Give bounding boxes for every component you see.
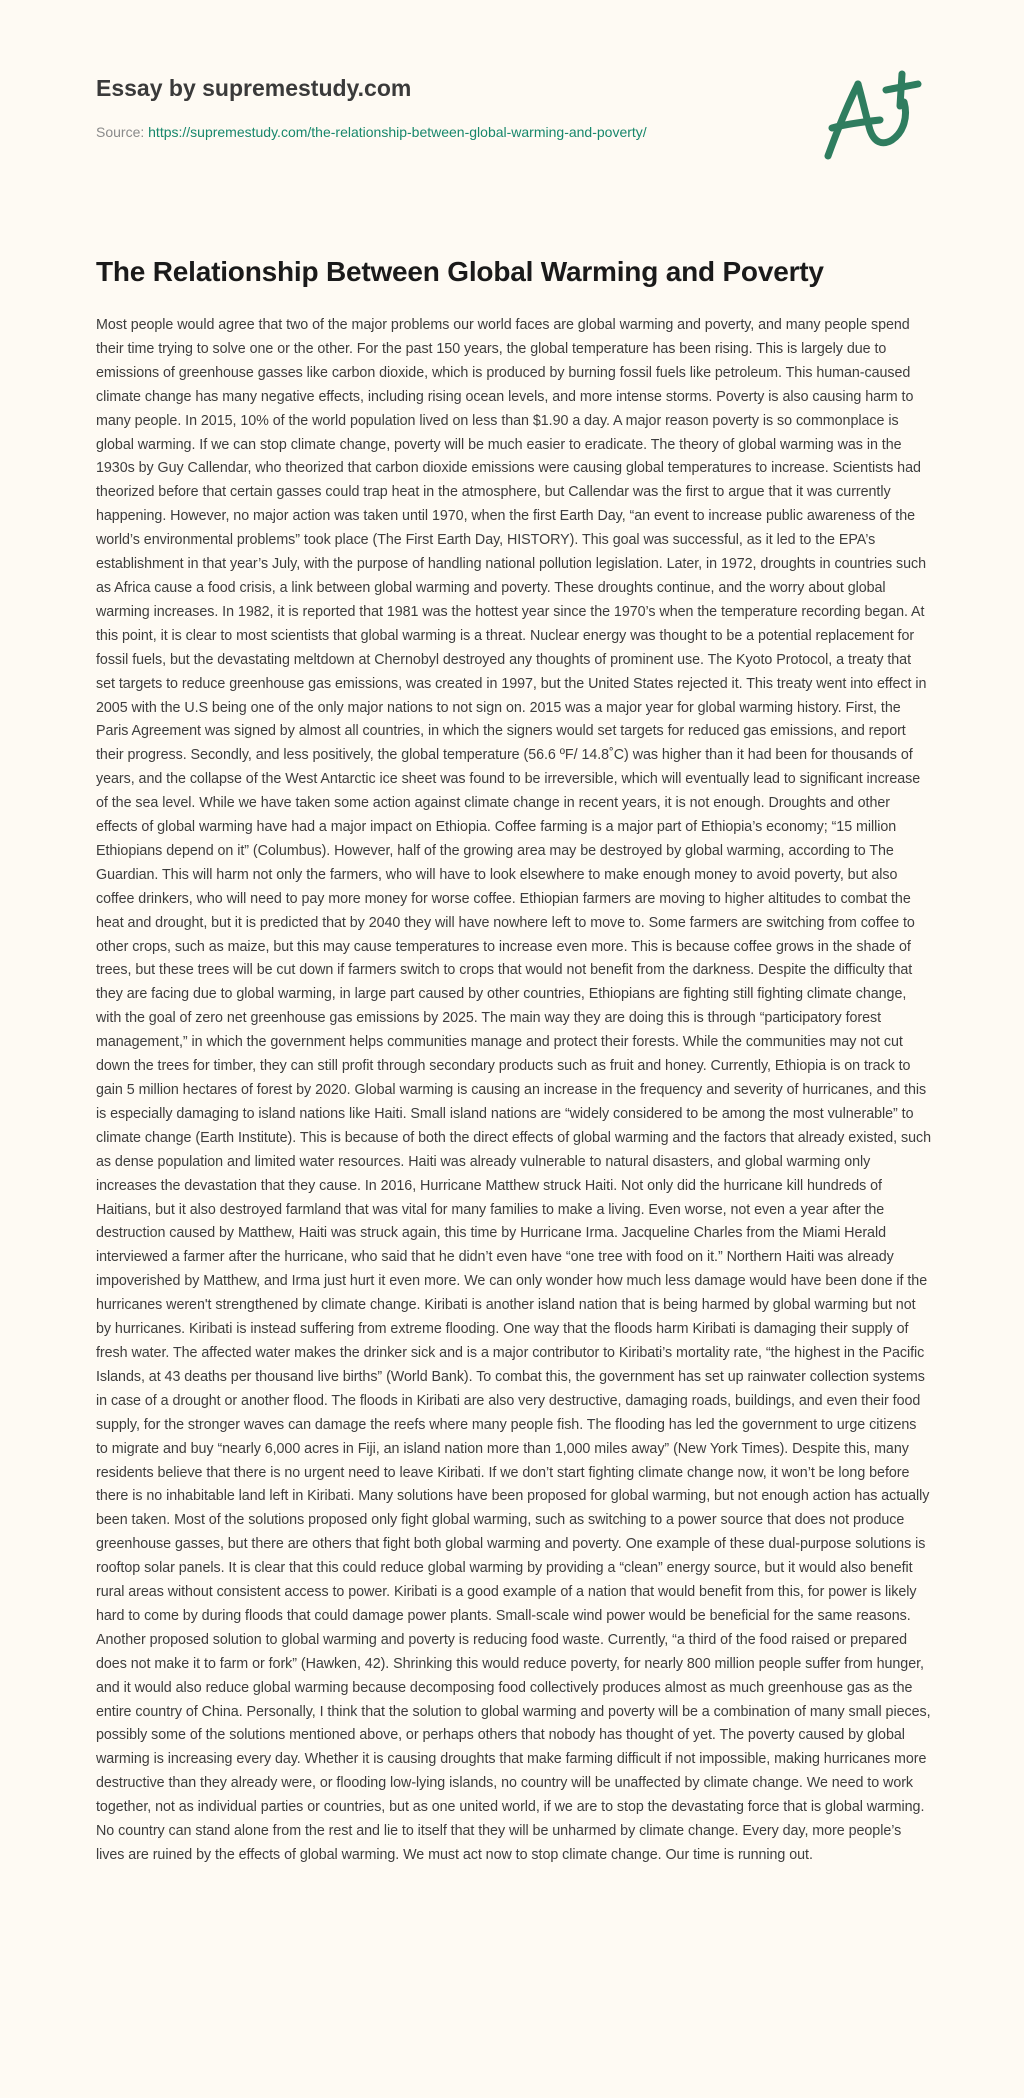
source-link[interactable]: https://supremestudy.com/the-relationship-between-global-warming-and-poverty/ bbox=[148, 124, 647, 140]
a-plus-grade-icon bbox=[822, 68, 932, 168]
source-line bbox=[96, 122, 928, 142]
essay-article bbox=[96, 252, 932, 1868]
article-body: Most people would agree that two of the major problems our world faces are global warming and poverty, and many people spend their time trying to solve one or the other. For the past 150 years, the global temperature has been rising. This is largely due to emissions of greenhouse gasses like carbon dioxide, which is produced by burning fossil fuels like petroleum. This human-caused climate change has many negative effects, including rising ocean levels, and more intense storms. Poverty is also causing harm to many people. In 2015, 10% of the world population lived on less than $1.90 a day. A major reason poverty is so commonplace is global warming. If we can stop climate change, poverty will be much easier to eradicate. The theory of global warming was in the 1930s by Guy Callendar, who theorized that carbon dioxide emissions were causing global temperatures to increase. Scientists had theorized before that certain gasses could trap heat in the atmosphere, but Callendar was the first to argue that it was currently happening. However, no major action was taken until 1970, when the first Earth Day, “an event to increase public awareness of the world’s environmental problems” took place (The First Earth Day, HISTORY). This goal was successful, as it led to the EPA’s establishment in that year’s July, with the purpose of handling national pollution legislation. Later, in 1972, droughts in countries such as Africa cause a food crisis, a link between global warming and poverty. These droughts continue, and the worry about global warming increases. In 1982, it is reported that 1981 was the hottest year since the 1970’s when the temperature recording began. At this point, it is clear to most scientists that global warming is a threat. Nuclear energy was thought to be a potential replacement for fossil fuels, but the devastating meltdown at Chernobyl destroyed any thoughts of prominent use. The Kyoto Protocol, a treaty that set targets to reduce greenhouse gas emissions, was created in 1997, but the United States rejected it. This treaty went into effect in 2005 with the U.S being one of the only major nations to not sign on. 2015 was a major year for global warming history. First, the Paris Agreement was signed by almost all countries, in which the signers would set targets for reduced gas emissions, and report their progress. Secondly, and less positively, the global temperature (56.6 ºF/ 14.8˚C) was higher than it had been for thousands of years, and the collapse of the West Antarctic ice sheet was found to be irreversible, which will eventually lead to significant increase of the sea level. While we have taken some action against climate change in recent years, it is not enough. Droughts and other effects of global warming have had a major impact on Ethiopia. Coffee farming is a major part of Ethiopia’s economy; “15 million Ethiopians depend on it” (Columbus). However, half of the growing area may be destroyed by global warming, according to The Guardian. This will harm not only the farmers, who will have to look elsewhere to make enough money to avoid poverty, but also coffee drinkers, who will need to pay more money for worse coffee. Ethiopian farmers are moving to higher altitudes to combat the heat and drought, but it is predicted that by 2040 they will have nowhere left to move to. Some farmers are switching from coffee to other crops, such as maize, but this may cause temperatures to increase even more. This is because coffee grows in the shade of trees, but these trees will be cut down if farmers switch to crops that would not benefit from the darkness. Despite the difficulty that they are facing due to global warming, in large part caused by other countries, Ethiopians are fighting still fighting climate change, with the goal of zero net greenhouse gas emissions by 2025. The main way they are doing this is through “participatory forest management,” in which the government helps communities manage and protect their forests. While the communities may not cut down the trees for timber, they can still profit through secondary products such as fruit and honey. Currently, Ethiopia is on track to gain 5 million hectares of forest by 2020. Global warming is causing an increase in the frequency and severity of hurricanes, and this is especially damaging to island nations like Haiti. Small island nations are “widely considered to be among the most vulnerable” to climate change (Earth Institute). This is because of both the direct effects of global warming and the factors that already existed, such as dense population and limited water resources. Haiti was already vulnerable to natural disasters, and global warming only increases the devastation that they cause. In 2016, Hurricane Matthew struck Haiti. Not only did the hurricane kill hundreds of Haitians, but it also destroyed farmland that was vital for many families to make a living. Even worse, not even a year after the destruction caused by Matthew, Haiti was struck again, this time by Hurricane Irma. Jacqueline Charles from the Miami Herald interviewed a farmer after the hurricane, who said that he didn’t even have “one tree with food on it.” Northern Haiti was already impoverished by Matthew, and Irma just hurt it even more. We can only wonder how much less damage would have been done if the hurricanes weren't strengthened by climate change. Kiribati is another island nation that is being harmed by global warming but not by hurricanes. Kiribati is instead suffering from extreme flooding. One way that the floods harm Kiribati is damaging their supply of fresh water. The affected water makes the drinker sick and is a major contributor to Kiribati’s mortality rate, “the highest in the Pacific Islands, at 43 deaths per thousand live births” (World Bank). To combat this, the government has set up rainwater collection systems in case of a drought or another flood. The floods in Kiribati are also very destructive, damaging roads, buildings, and even their food supply, for the stronger waves can damage the reefs where many people fish. The flooding has led the government to urge citizens to migrate and buy “nearly 6,000 acres in Fiji, an island nation more than 1,000 miles away” (New York Times). Despite this, many residents believe that there is no urgent need to leave Kiribati. If we don’t start fighting climate change now, it won’t be long before there is no inhabitable land left in Kiribati. Many solutions have been proposed for global warming, but not enough action has actually been taken. Most of the solutions proposed only fight global warming, such as switching to a power source that does not produce greenhouse gasses, but there are others that fight both global warming and poverty. One example of these dual-purpose solutions is rooftop solar panels. It is clear that this could reduce global warming by providing a “clean” energy source, but it would also benefit rural areas without consistent access to power. Kiribati is a good example of a nation that would benefit from this, for power is likely hard to come by during floods that could damage power plants. Small-scale wind power would be beneficial for the same reasons. Another proposed solution to global warming and poverty is reducing food waste. Currently, “a third of the food raised or prepared does not make it to farm or fork” (Hawken, 42). Shrinking this would reduce poverty, for nearly 800 million people suffer from hunger, and it would also reduce global warming because decomposing food collectively produces almost as much greenhouse gas as the entire country of China. Personally, I think that the solution to global warming and poverty will be a combination of many small pieces, possibly some of the solutions mentioned above, or perhaps others that nobody has thought of yet. The poverty caused by global warming is increasing every day. Whether it is causing droughts that make farming difficult if not impossible, making hurricanes more destructive than they already were, or flooding low-lying islands, no country will be unaffected by climate change. We need to work together, not as individual parties or countries, but as one united world, if we are to stop the devastating force that is global warming. No country can stand alone from the rest and lie to itself that they will be unharmed by climate change. Every day, more people’s lives are ruined by the effects of global warming. We must act now to stop climate change. Our time is running out. bbox=[96, 317, 932, 1863]
source-label: Source: bbox=[96, 124, 149, 140]
article-title: The Relationship Between Global Warming and Poverty bbox=[96, 256, 824, 287]
site-title: Essay by supremestudy.com bbox=[96, 75, 412, 101]
page-header bbox=[96, 72, 928, 142]
